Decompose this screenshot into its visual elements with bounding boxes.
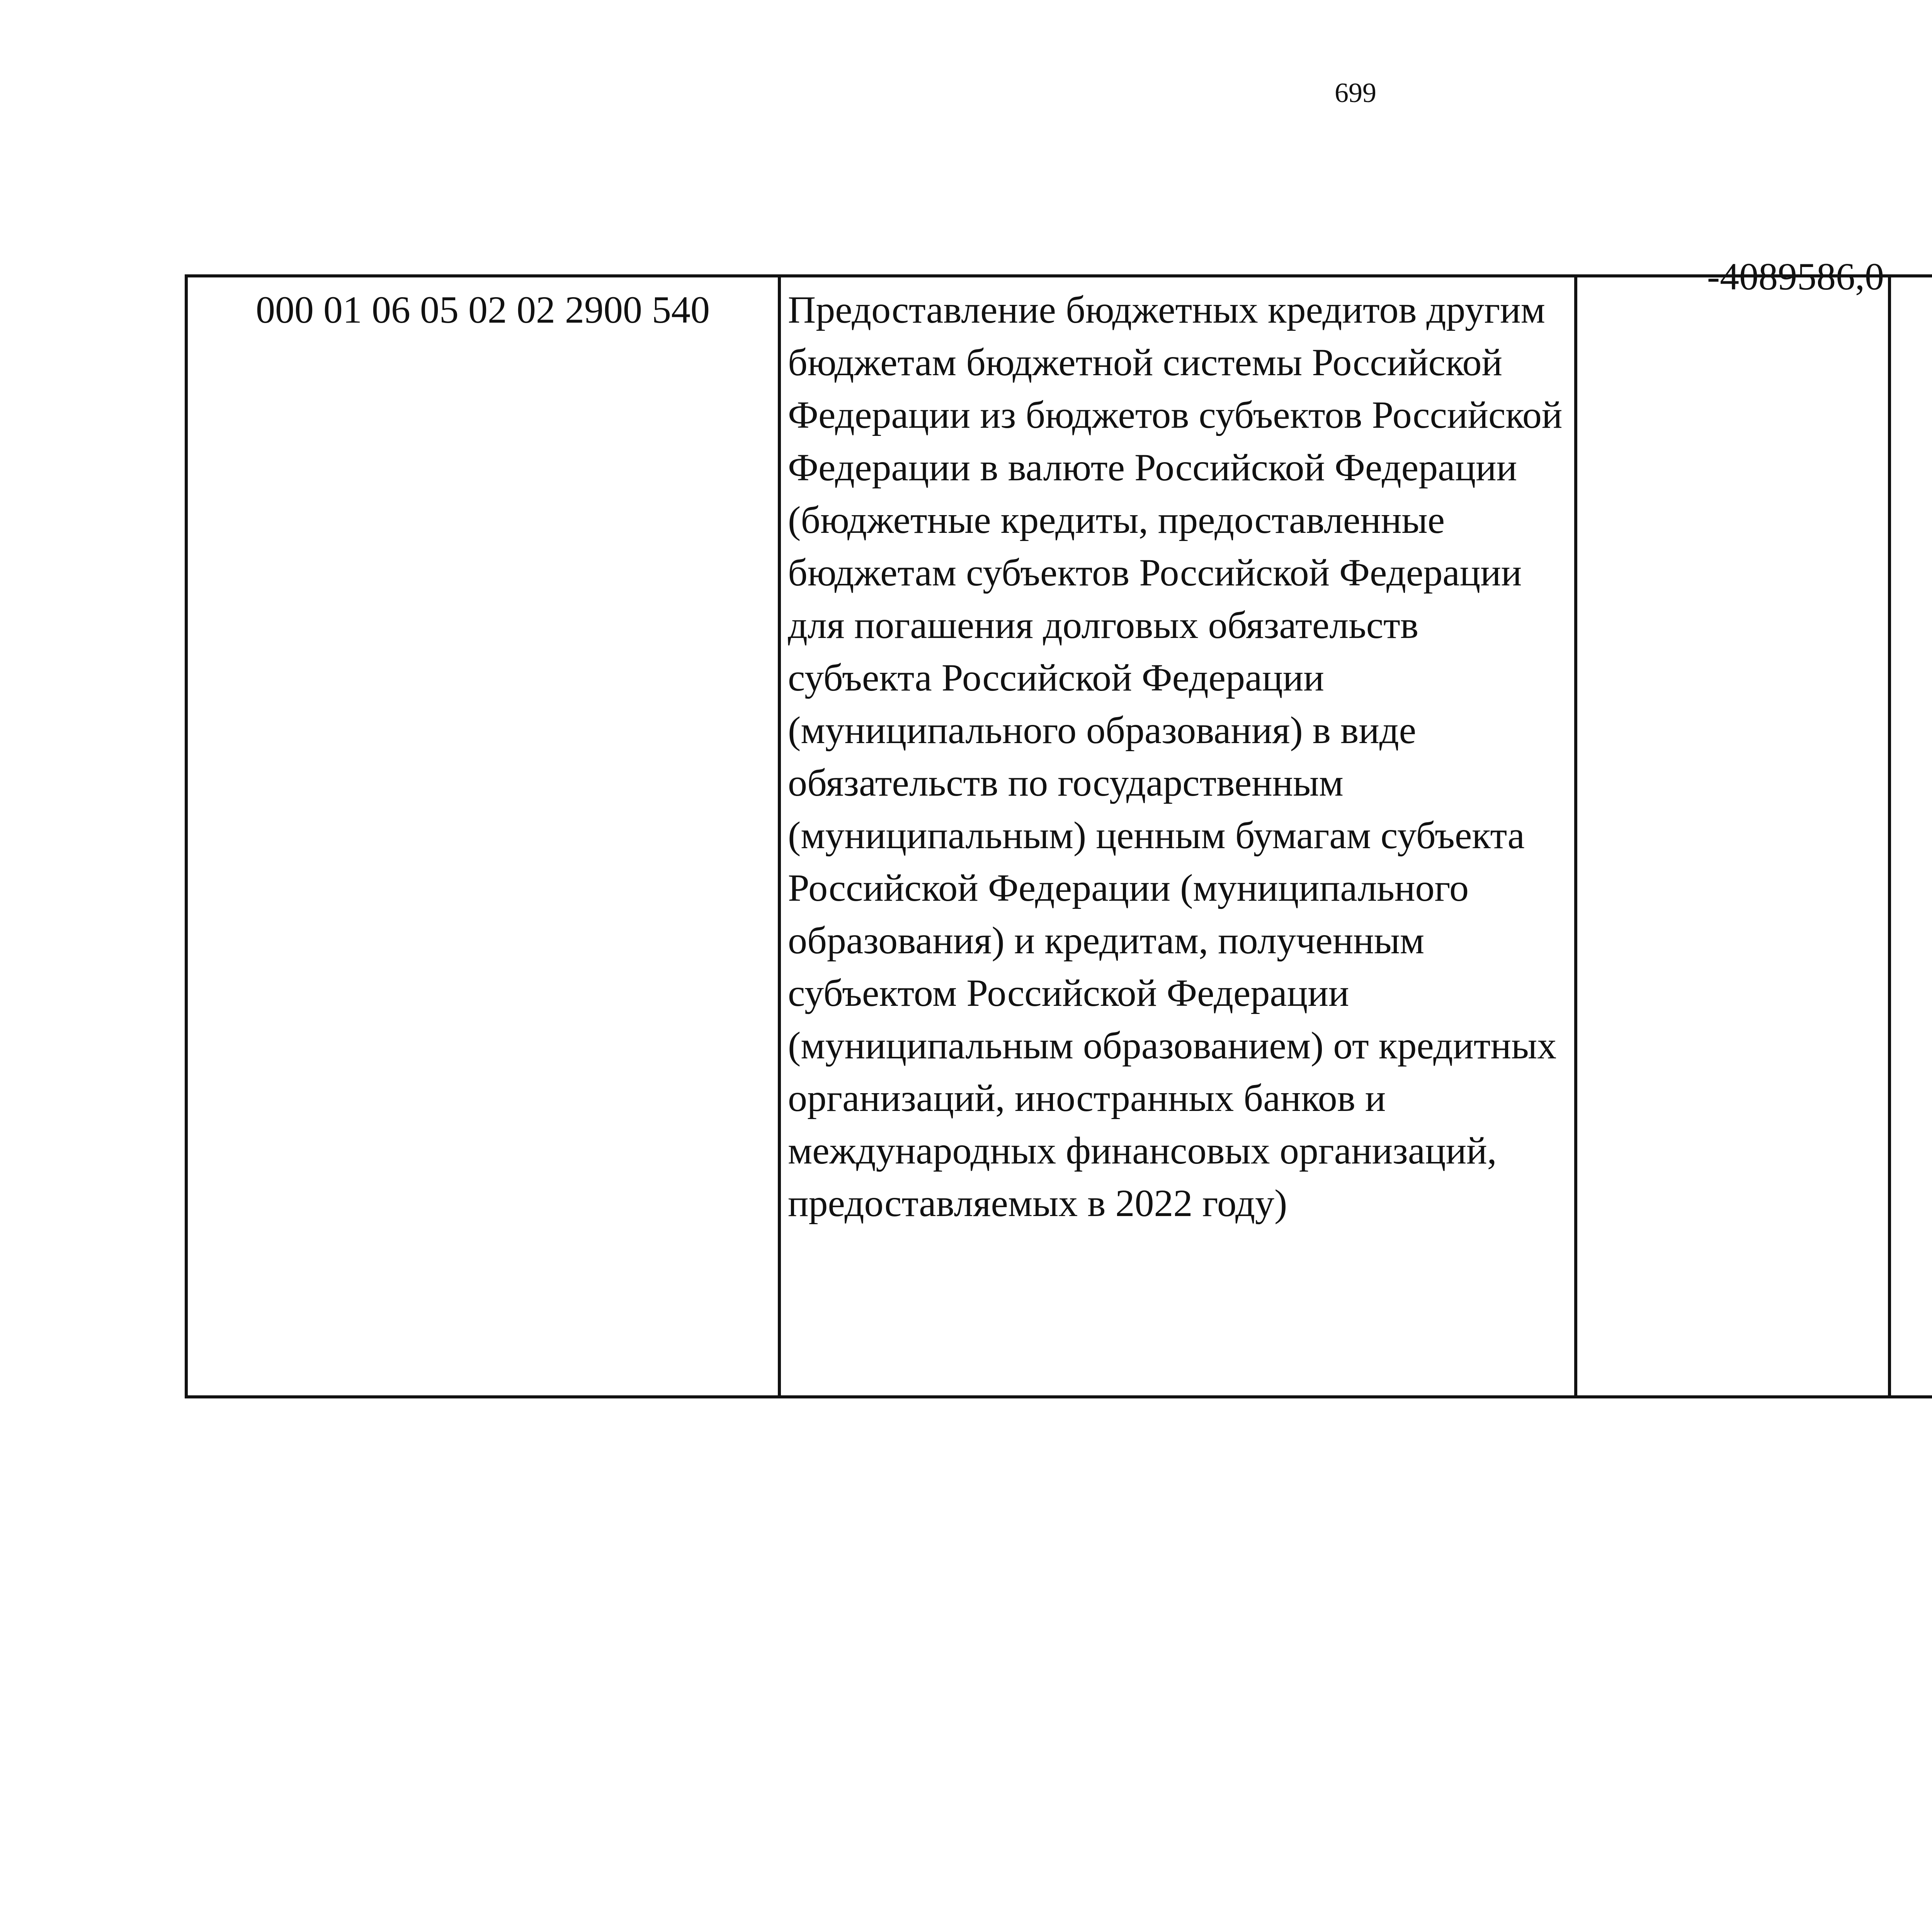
budget-code: 000 01 06 05 02 02 2900 540 <box>256 288 710 331</box>
empty-cell-4 <box>1889 276 1932 1397</box>
page-number: 699 <box>1335 77 1376 108</box>
row-description: Предоставление бюджетных кредитов другим бюджетам бюджетной системы Российской Федерации из бюджетов субъектов Российской Федерации в валюте Российской Федерации (бюджетные кредиты, предоставленные бюджетам субъектов Российской Федерации для погашения долговых обязательств субъекта Российской Федерации (муниципального образования) в виде обязательств по государственным (муниципальным) ценным бумагам субъекта Российской Федерации (муниципального образования) и кредитам, полученным субъектом Российской Федерации (муниципальным образованием) от кредитных организаций, иностранных банков и международных финансовых организаций, предоставляемых в 2022 году) <box>788 288 1563 1225</box>
table-row <box>186 276 1932 1397</box>
code-cell <box>186 276 779 1397</box>
description-cell <box>779 276 1576 1397</box>
amount-value: -4089586,0 <box>1707 255 1884 298</box>
amount-cell <box>1576 255 1889 1397</box>
budget-table <box>185 255 1932 1398</box>
